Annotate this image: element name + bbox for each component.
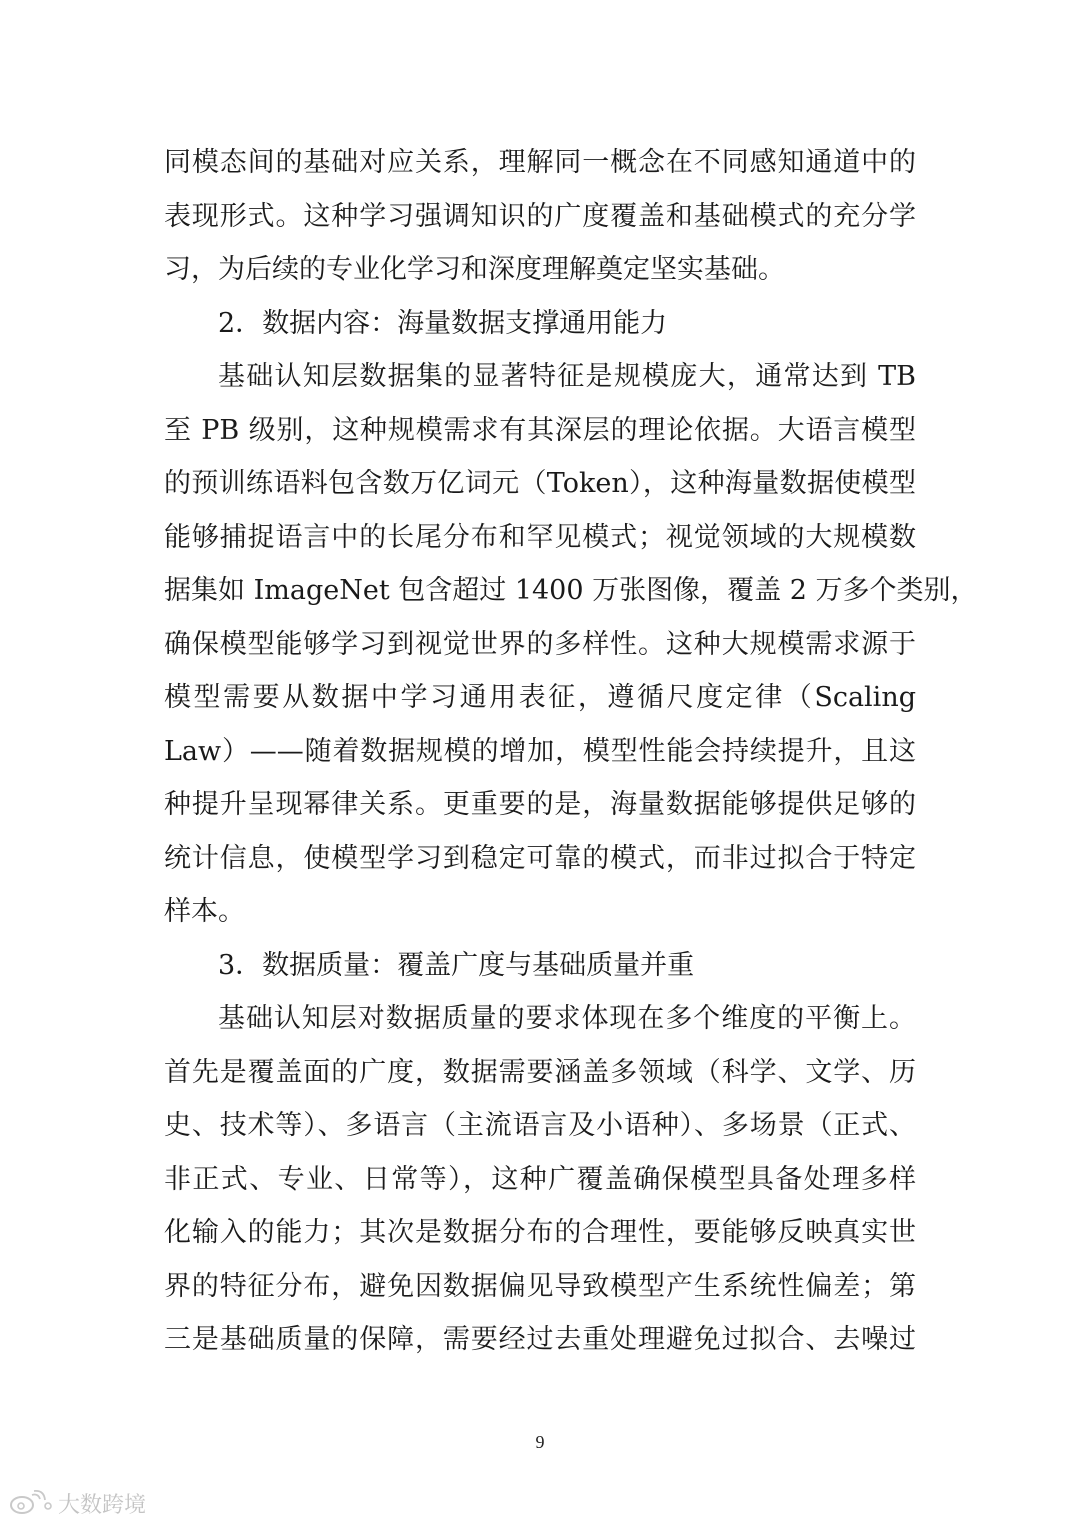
- section-heading: 3．数据质量：覆盖广度与基础质量并重: [218, 950, 695, 981]
- weibo-logo-icon: [8, 1490, 52, 1516]
- paragraph-line: 化输入的能力；其次是数据分布的合理性，要能够反映真实世: [164, 1217, 916, 1248]
- paragraph-line: 同模态间的基础对应关系，理解同一概念在不同感知通道中的: [164, 147, 916, 178]
- watermark-text: 大数跨境: [58, 1492, 147, 1518]
- paragraph-line: 至 PB 级别，这种规模需求有其深层的理论依据。大语言模型: [164, 415, 916, 446]
- paragraph-line: 样本。: [164, 896, 245, 927]
- paragraph-line: 确保模型能够学习到视觉世界的多样性。这种大规模需求源于: [164, 629, 916, 660]
- paragraph-line: 基础认知层对数据质量的要求体现在多个维度的平衡上。: [218, 1003, 916, 1034]
- paragraph-line: 史、技术等）、多语言（主流语言及小语种）、多场景（正式、: [164, 1110, 916, 1141]
- paragraph-line: 非正式、专业、日常等），这种广覆盖确保模型具备处理多样: [164, 1164, 916, 1195]
- section-heading: 2．数据内容：海量数据支撑通用能力: [218, 308, 668, 339]
- paragraph-line: 模型需要从数据中学习通用表征，遵循尺度定律（Scaling: [164, 682, 916, 713]
- watermark: [8, 1488, 146, 1518]
- paragraph-line: 的预训练语料包含数万亿词元（Token），这种海量数据使模型: [164, 468, 916, 499]
- paragraph-line: 基础认知层数据集的显著特征是规模庞大，通常达到 TB: [218, 361, 916, 392]
- paragraph-line: 界的特征分布，避免因数据偏见导致模型产生系统性偏差；第: [164, 1271, 916, 1302]
- paragraph-line: 据集如 ImageNet 包含超过 1400 万张图像，覆盖 2 万多个类别，: [164, 575, 978, 606]
- page-number: 9: [535, 1432, 545, 1452]
- paragraph-line: 首先是覆盖面的广度，数据需要涵盖多领域（科学、文学、历: [164, 1057, 916, 1088]
- paragraph-line: 习，为后续的专业化学习和深度理解奠定坚实基础。: [164, 254, 785, 285]
- paragraph-line: Law）——随着数据规模的增加，模型性能会持续提升，且这: [164, 736, 916, 767]
- paragraph-line: 种提升呈现幂律关系。更重要的是，海量数据能够提供足够的: [164, 789, 916, 820]
- paragraph-line: 能够捕捉语言中的长尾分布和罕见模式；视觉领域的大规模数: [164, 522, 916, 553]
- paragraph-line: 统计信息，使模型学习到稳定可靠的模式，而非过拟合于特定: [164, 843, 916, 874]
- paragraph-line: 表现形式。这种学习强调知识的广度覆盖和基础模式的充分学: [164, 201, 916, 232]
- paragraph-line: 三是基础质量的保障，需要经过去重处理避免过拟合、去噪过: [164, 1324, 916, 1355]
